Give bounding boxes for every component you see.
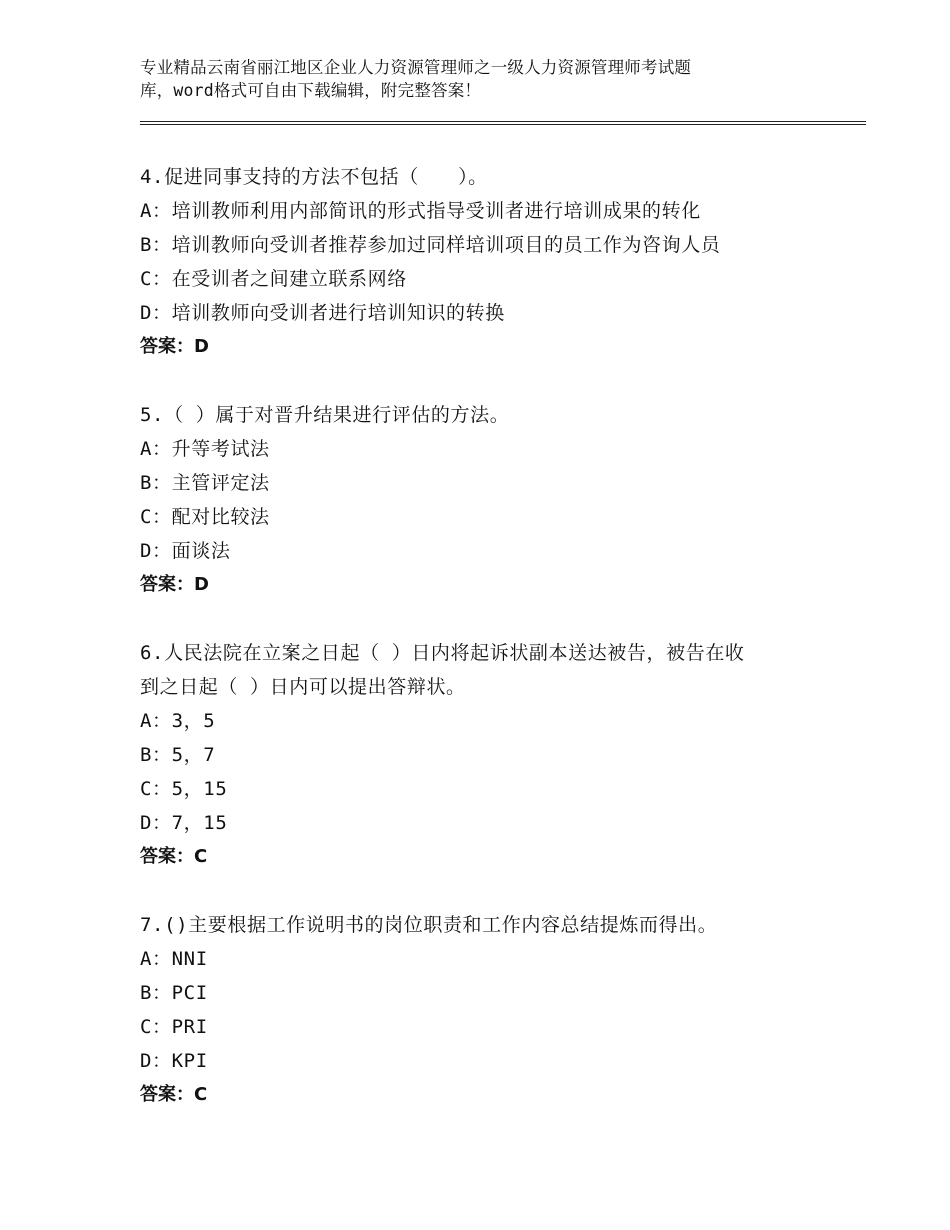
option-d: D：面谈法 (140, 540, 231, 562)
option-a: A：升等考试法 (140, 438, 270, 460)
question-6 (140, 636, 840, 874)
answer-label: 答案：C (140, 846, 208, 867)
question-stem: 5.（ ）属于对晋升结果进行评估的方法。 (140, 404, 510, 426)
spacer (140, 364, 840, 398)
question-5 (140, 398, 840, 602)
option-d: D：7，15 (140, 812, 228, 834)
option-a: A：培训教师利用内部简讯的形式指导受训者进行培训成果的转化 (140, 200, 701, 222)
option-c: C：配对比较法 (140, 506, 270, 528)
option-b: B：主管评定法 (140, 472, 270, 494)
question-stem: 4.促进同事支持的方法不包括（ ）。 (140, 166, 488, 188)
question-stem-line-2: 到之日起（ ）日内可以提出答辩状。 (140, 676, 466, 698)
header-title-line-1: 专业精品云南省丽江地区企业人力资源管理师之一级人力资源管理师考试题 (140, 58, 692, 77)
option-d: D：培训教师向受训者进行培训知识的转换 (140, 302, 505, 324)
option-c: C：在受训者之间建立联系网络 (140, 268, 407, 290)
option-d: D：KPI (140, 1050, 208, 1072)
option-b: B：PCI (140, 982, 208, 1004)
answer-label: 答案：D (140, 336, 209, 357)
question-4 (140, 160, 840, 364)
question-7 (140, 908, 840, 1112)
header-rule-top (140, 121, 866, 122)
option-a: A：NNI (140, 948, 208, 970)
option-b: B：5，7 (140, 744, 216, 766)
answer-label: 答案：C (140, 1084, 208, 1105)
answer-label: 答案：D (140, 574, 209, 595)
question-stem-line-1: 6.人民法院在立案之日起（ ）日内将起诉状副本送达被告，被告在收 (140, 642, 745, 664)
spacer (140, 874, 840, 908)
spacer (140, 602, 840, 636)
question-list (140, 160, 840, 1112)
option-c: C：5，15 (140, 778, 228, 800)
header-rule-bottom (140, 124, 866, 125)
option-a: A：3，5 (140, 710, 216, 732)
header-title-line-2: 库，word格式可自由下载编辑，附完整答案！ (140, 81, 482, 100)
option-c: C：PRI (140, 1016, 208, 1038)
option-b: B：培训教师向受训者推荐参加过同样培训项目的员工作为咨询人员 (140, 234, 721, 256)
document-header (140, 56, 800, 102)
question-stem: 7.()主要根据工作说明书的岗位职责和工作内容总结提炼而得出。 (140, 914, 718, 936)
